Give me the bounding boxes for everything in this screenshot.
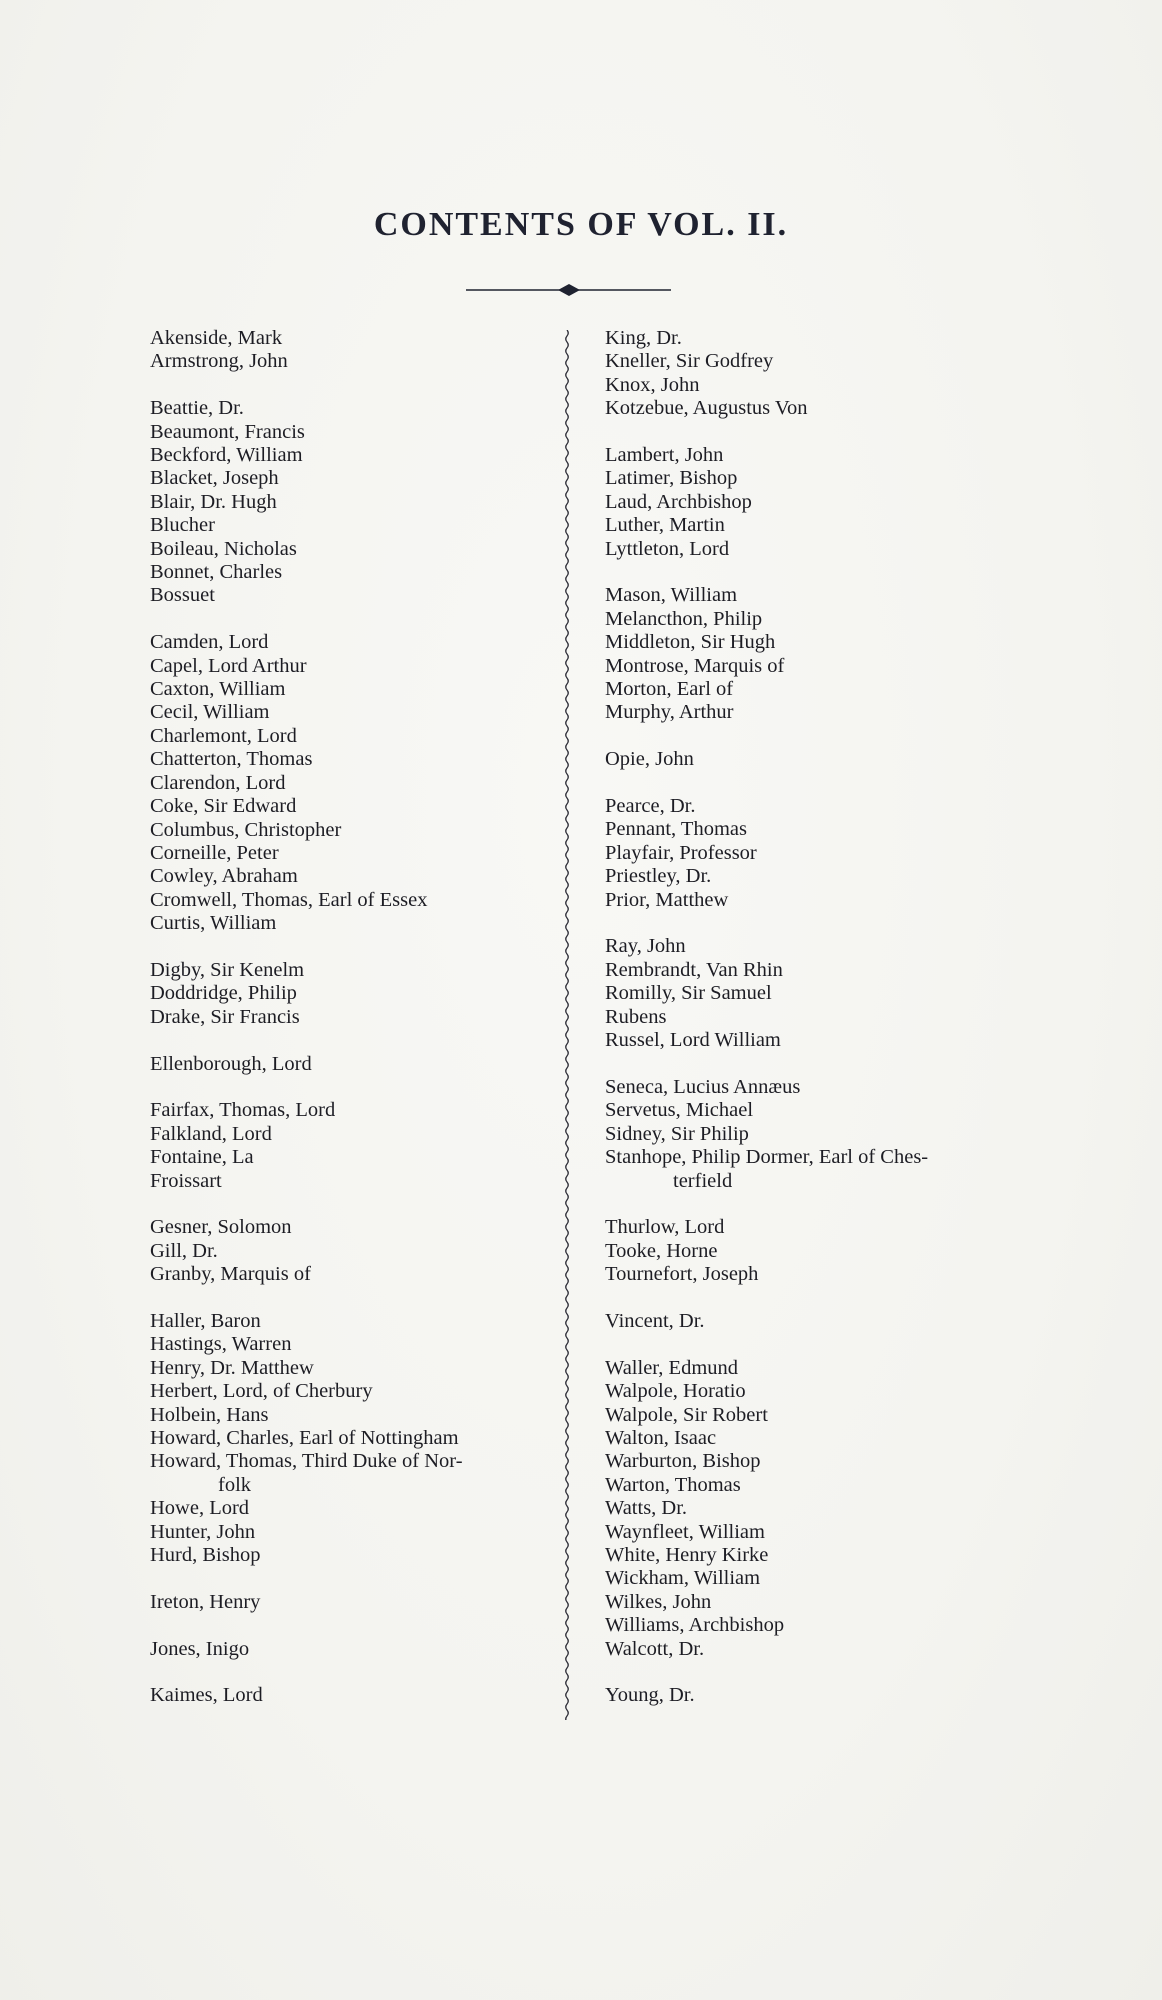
contents-entry xyxy=(605,1638,1005,1661)
contents-entry xyxy=(605,608,1005,631)
contents-right-column xyxy=(605,327,1005,1731)
entry-text: Corneille, Peter xyxy=(150,841,279,864)
entry-text: Morton, Earl of xyxy=(605,678,734,701)
contents-entry xyxy=(605,491,1005,514)
contents-entry xyxy=(605,1263,1005,1286)
entry-text: Fontaine, La xyxy=(150,1146,254,1169)
contents-entry xyxy=(605,1076,1005,1099)
entry-text: Falkland, Lord xyxy=(150,1122,272,1145)
entry-text: Rembrandt, Van Rhin xyxy=(605,958,783,981)
contents-entry xyxy=(150,350,560,373)
contents-entry xyxy=(150,1357,560,1380)
contents-group xyxy=(150,1591,560,1614)
contents-entry xyxy=(605,865,1005,888)
contents-entry xyxy=(150,982,560,1005)
contents-group xyxy=(605,748,1005,771)
contents-entry xyxy=(150,1099,560,1122)
contents-entry xyxy=(150,1170,560,1193)
contents-entry xyxy=(150,725,560,748)
entry-text: Opie, John xyxy=(605,748,694,771)
contents-entry xyxy=(605,1099,1005,1122)
page-title: CONTENTS OF VOL. II. xyxy=(373,206,789,243)
entry-text: Bossuet xyxy=(150,584,215,607)
contents-group xyxy=(150,1099,560,1193)
entry-text: Beattie, Dr. xyxy=(150,397,244,420)
entry-text: Tooke, Horne xyxy=(605,1239,718,1262)
entry-text: Priestley, Dr. xyxy=(605,865,712,888)
contents-entry xyxy=(150,491,560,514)
contents-group xyxy=(150,631,560,935)
entry-text: Kaimes, Lord xyxy=(150,1684,263,1707)
entry-text: White, Henry Kirke xyxy=(605,1543,769,1566)
contents-entry xyxy=(605,1684,1005,1707)
contents-entry xyxy=(605,1450,1005,1473)
contents-entry xyxy=(150,631,560,654)
contents-entry xyxy=(605,1123,1005,1146)
entry-text: Clarendon, Lord xyxy=(150,771,286,794)
contents-entry xyxy=(605,1146,1005,1193)
contents-group xyxy=(605,795,1005,912)
entry-text: Herbert, Lord, of Cherbury xyxy=(150,1380,373,1403)
entry-text: Montrose, Marquis of xyxy=(605,654,785,677)
contents-entry xyxy=(605,327,1005,350)
entry-text: Walpole, Sir Robert xyxy=(605,1403,768,1426)
entry-text: Ireton, Henry xyxy=(150,1590,261,1613)
entry-text: Howe, Lord xyxy=(150,1497,250,1520)
contents-entry xyxy=(150,772,560,795)
entry-text: Digby, Sir Kenelm xyxy=(150,958,305,981)
entry-text: Doddridge, Philip xyxy=(150,982,297,1005)
entry-text: Hastings, Warren xyxy=(150,1333,292,1356)
contents-entry xyxy=(150,467,560,490)
entry-text: Wickham, William xyxy=(605,1567,761,1590)
contents-group xyxy=(605,1216,1005,1286)
entry-text: Rubens xyxy=(605,1005,667,1028)
contents-entry xyxy=(150,1497,560,1520)
contents-group xyxy=(150,1216,560,1286)
contents-entry xyxy=(150,1544,560,1567)
contents-entry xyxy=(150,1638,560,1661)
contents-entry xyxy=(150,795,560,818)
contents-entry xyxy=(150,538,560,561)
entry-text: Williams, Archbishop xyxy=(605,1614,785,1637)
contents-entry xyxy=(150,1591,560,1614)
contents-group xyxy=(150,1684,560,1707)
contents-entry xyxy=(605,1216,1005,1239)
contents-group xyxy=(605,1357,1005,1661)
entry-text: Thurlow, Lord xyxy=(605,1216,725,1239)
entry-text: Beckford, William xyxy=(150,444,303,467)
entry-text: Froissart xyxy=(150,1169,222,1192)
entry-text: Pennant, Thomas xyxy=(605,818,747,841)
entry-text: Drake, Sir Francis xyxy=(150,1005,300,1028)
entry-text: Servetus, Michael xyxy=(605,1099,754,1122)
entry-text: Latimer, Bishop xyxy=(605,467,738,490)
contents-entry xyxy=(150,865,560,888)
contents-entry xyxy=(150,1380,560,1403)
contents-entry xyxy=(605,374,1005,397)
contents-entry xyxy=(150,421,560,444)
entry-text: Warton, Thomas xyxy=(605,1473,741,1496)
contents-entry xyxy=(150,748,560,771)
entry-text: Charlemont, Lord xyxy=(150,724,297,747)
entry-text: Henry, Dr. Matthew xyxy=(150,1356,314,1379)
contents-entry xyxy=(150,327,560,350)
contents-entry xyxy=(605,748,1005,771)
contents-entry xyxy=(605,467,1005,490)
contents-group xyxy=(605,444,1005,561)
contents-entry xyxy=(605,1497,1005,1520)
entry-text: Howard, Thomas, Third Duke of Nor- xyxy=(150,1450,463,1473)
entry-text: Coke, Sir Edward xyxy=(150,795,297,818)
contents-group xyxy=(150,1310,560,1567)
contents-entry xyxy=(150,397,560,420)
entry-text: Fairfax, Thomas, Lord xyxy=(150,1099,336,1122)
entry-text: Seneca, Lucius Annæus xyxy=(605,1075,801,1098)
entry-text: Romilly, Sir Samuel xyxy=(605,982,772,1005)
entry-text: Boileau, Nicholas xyxy=(150,537,297,560)
entry-text: Hunter, John xyxy=(150,1520,256,1543)
entry-text: Bonnet, Charles xyxy=(150,561,283,584)
contents-entry xyxy=(150,1684,560,1707)
contents-group xyxy=(150,959,560,1029)
contents-entry xyxy=(605,959,1005,982)
contents-group xyxy=(605,1684,1005,1707)
entry-text: Walton, Isaac xyxy=(605,1426,717,1449)
contents-entry xyxy=(605,1427,1005,1450)
entry-continuation: terfield xyxy=(673,1169,733,1192)
contents-entry xyxy=(605,444,1005,467)
contents-group xyxy=(150,327,560,374)
contents-entry xyxy=(150,959,560,982)
contents-entry xyxy=(605,795,1005,818)
entry-text: Melancthon, Philip xyxy=(605,607,763,630)
entry-text: Playfair, Professor xyxy=(605,841,757,864)
contents-entry xyxy=(605,1310,1005,1333)
contents-entry xyxy=(150,1310,560,1333)
entry-text: Gesner, Solomon xyxy=(150,1216,292,1239)
entry-text: Knox, John xyxy=(605,373,700,396)
entry-text: Cowley, Abraham xyxy=(150,865,298,888)
entry-text: Blucher xyxy=(150,514,215,537)
column-divider xyxy=(564,330,570,1720)
entry-text: Chatterton, Thomas xyxy=(150,748,313,771)
contents-entry xyxy=(150,1123,560,1146)
contents-entry xyxy=(150,678,560,701)
entry-text: Lyttleton, Lord xyxy=(605,537,730,560)
contents-entry xyxy=(605,889,1005,912)
contents-entry xyxy=(150,1427,560,1450)
entry-text: Ellenborough, Lord xyxy=(150,1052,312,1075)
entry-text: Tournefort, Joseph xyxy=(605,1263,759,1286)
entry-text: Middleton, Sir Hugh xyxy=(605,631,776,654)
contents-entry xyxy=(150,514,560,537)
entry-text: Camden, Lord xyxy=(150,631,269,654)
entry-text: Gill, Dr. xyxy=(150,1239,218,1262)
contents-entry xyxy=(605,631,1005,654)
contents-entry xyxy=(605,1006,1005,1029)
entry-text: King, Dr. xyxy=(605,327,682,349)
contents-entry xyxy=(605,655,1005,678)
contents-entry xyxy=(605,1029,1005,1052)
contents-entry xyxy=(150,912,560,935)
contents-entry xyxy=(150,842,560,865)
contents-entry xyxy=(150,1333,560,1356)
contents-entry xyxy=(605,935,1005,958)
entry-text: Blacket, Joseph xyxy=(150,467,279,490)
contents-entry xyxy=(150,819,560,842)
entry-text: Howard, Charles, Earl of Nottingham xyxy=(150,1426,459,1449)
entry-text: Blair, Dr. Hugh xyxy=(150,490,277,513)
contents-entry xyxy=(605,678,1005,701)
entry-text: Kotzebue, Augustus Von xyxy=(605,397,808,420)
contents-entry xyxy=(605,1474,1005,1497)
contents-entry xyxy=(605,818,1005,841)
contents-entry xyxy=(605,1404,1005,1427)
entry-text: Jones, Inigo xyxy=(150,1637,250,1660)
contents-entry xyxy=(605,1380,1005,1403)
entry-text: Watts, Dr. xyxy=(605,1497,688,1520)
contents-entry xyxy=(605,701,1005,724)
contents-group xyxy=(605,1076,1005,1193)
contents-entry xyxy=(605,1614,1005,1637)
contents-entry xyxy=(150,1053,560,1076)
entry-text: Holbein, Hans xyxy=(150,1403,269,1426)
contents-entry xyxy=(150,1404,560,1427)
entry-text: Mason, William xyxy=(605,584,738,607)
entry-text: Beaumont, Francis xyxy=(150,420,305,443)
entry-text: Cecil, William xyxy=(150,701,270,724)
entry-text: Cromwell, Thomas, Earl of Essex xyxy=(150,888,428,911)
entry-text: Ray, John xyxy=(605,935,686,958)
contents-entry xyxy=(605,1521,1005,1544)
contents-entry xyxy=(605,397,1005,420)
contents-entry xyxy=(150,444,560,467)
entry-text: Waller, Edmund xyxy=(605,1356,739,1379)
entry-text: Wilkes, John xyxy=(605,1590,712,1613)
contents-entry xyxy=(150,889,560,912)
entry-text: Akenside, Mark xyxy=(150,327,283,349)
entry-text: Caxton, William xyxy=(150,678,286,701)
contents-group xyxy=(150,1638,560,1661)
entry-text: Lambert, John xyxy=(605,444,724,467)
contents-entry xyxy=(605,1567,1005,1590)
entry-text: Vincent, Dr. xyxy=(605,1309,705,1332)
contents-entry xyxy=(150,1521,560,1544)
contents-entry xyxy=(150,1450,560,1497)
contents-entry xyxy=(150,1240,560,1263)
contents-entry xyxy=(150,1146,560,1169)
entry-text: Capel, Lord Arthur xyxy=(150,654,307,677)
entry-text: Young, Dr. xyxy=(605,1684,695,1707)
entry-text: Stanhope, Philip Dormer, Earl of Ches- xyxy=(605,1146,929,1169)
entry-text: Curtis, William xyxy=(150,912,277,935)
entry-text: Luther, Martin xyxy=(605,514,725,537)
entry-text: Walcott, Dr. xyxy=(605,1637,705,1660)
contents-entry xyxy=(605,842,1005,865)
contents-entry xyxy=(150,701,560,724)
contents-group xyxy=(605,935,1005,1052)
entry-continuation: folk xyxy=(218,1473,252,1496)
contents-group xyxy=(150,397,560,608)
contents-entry xyxy=(605,1357,1005,1380)
contents-entry xyxy=(605,538,1005,561)
contents-entry xyxy=(150,655,560,678)
contents-entry xyxy=(605,1591,1005,1614)
entry-text: Columbus, Christopher xyxy=(150,818,342,841)
contents-entry xyxy=(150,1263,560,1286)
contents-entry xyxy=(605,514,1005,537)
contents-entry xyxy=(605,584,1005,607)
entry-text: Kneller, Sir Godfrey xyxy=(605,350,774,373)
entry-text: Prior, Matthew xyxy=(605,888,729,911)
entry-text: Hurd, Bishop xyxy=(150,1544,261,1567)
entry-text: Armstrong, John xyxy=(150,350,288,373)
contents-entry xyxy=(150,584,560,607)
entry-text: Granby, Marquis of xyxy=(150,1263,311,1286)
contents-entry xyxy=(605,982,1005,1005)
entry-text: Murphy, Arthur xyxy=(605,701,734,724)
entry-text: Sidney, Sir Philip xyxy=(605,1122,749,1145)
contents-entry xyxy=(150,561,560,584)
contents-group xyxy=(605,327,1005,421)
entry-text: Warburton, Bishop xyxy=(605,1450,761,1473)
contents-entry xyxy=(605,1240,1005,1263)
title-ornament-divider xyxy=(466,283,671,297)
contents-entry xyxy=(150,1216,560,1239)
contents-entry xyxy=(150,1006,560,1029)
contents-left-column xyxy=(150,327,560,1731)
entry-text: Waynfleet, William xyxy=(605,1520,765,1543)
entry-text: Pearce, Dr. xyxy=(605,795,696,818)
contents-entry xyxy=(605,350,1005,373)
entry-text: Laud, Archbishop xyxy=(605,490,752,513)
contents-group xyxy=(605,1310,1005,1333)
contents-entry xyxy=(605,1544,1005,1567)
contents-group xyxy=(605,584,1005,724)
entry-text: Haller, Baron xyxy=(150,1309,261,1332)
entry-text: Walpole, Horatio xyxy=(605,1380,746,1403)
contents-group xyxy=(150,1053,560,1076)
entry-text: Russel, Lord William xyxy=(605,1029,781,1052)
